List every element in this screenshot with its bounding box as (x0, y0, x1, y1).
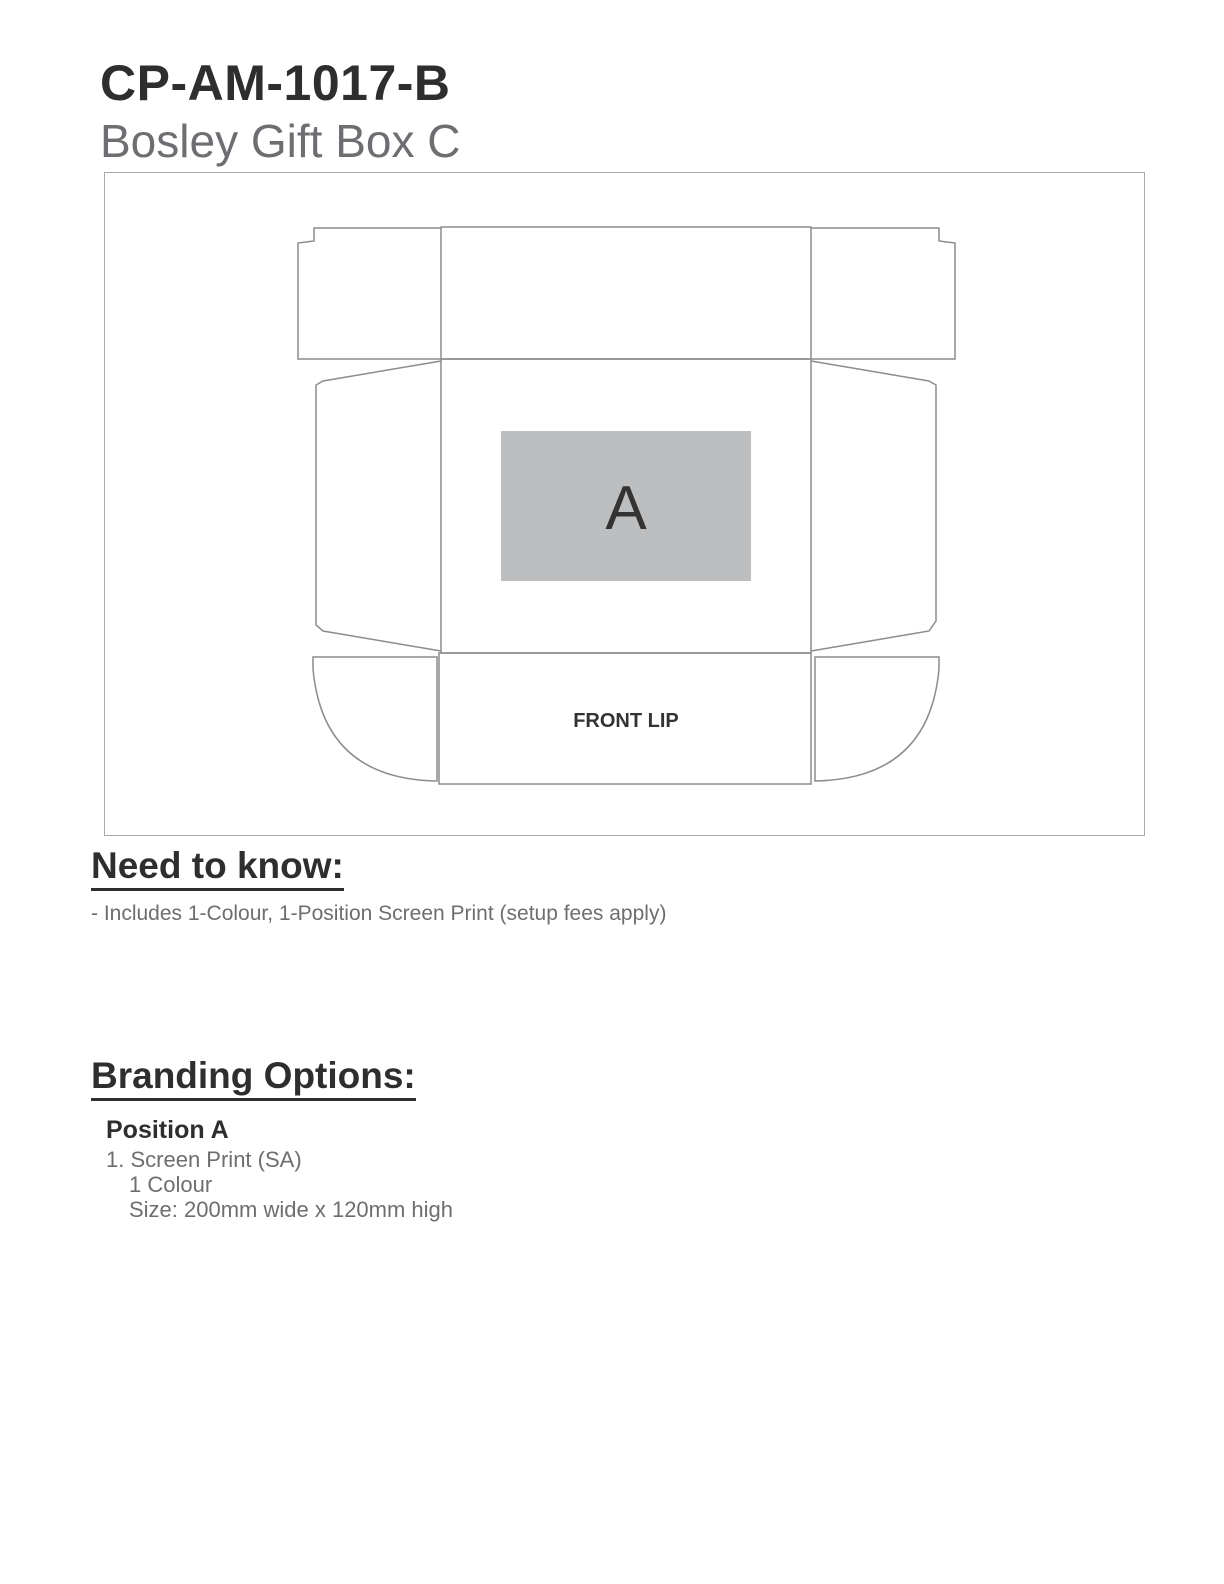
left-top-flap (298, 228, 441, 359)
need-to-know-heading: Need to know: (91, 847, 344, 891)
box-dieline (105, 173, 1146, 837)
option-colours: 1 Colour (129, 1172, 213, 1197)
position-title: Position A (106, 1116, 229, 1144)
right-top-flap (811, 228, 955, 359)
right-side-panel (811, 361, 936, 651)
lid-panel (441, 227, 811, 359)
branding-options-heading: Branding Options: (91, 1057, 416, 1101)
need-to-know-note: - Includes 1-Colour, 1-Position Screen Print (setup fees apply) (91, 902, 667, 925)
option-method-line (106, 1147, 453, 1172)
print-area-label: A (605, 474, 647, 543)
product-code: CP-AM-1017-B (100, 55, 451, 111)
left-round-flap (313, 657, 437, 781)
option-number: 1. (106, 1147, 125, 1172)
option-size: Size: 200mm wide x 120mm high (129, 1197, 454, 1222)
product-name: Bosley Gift Box C (100, 115, 461, 167)
left-side-panel (316, 361, 441, 651)
right-round-flap (815, 657, 939, 781)
branding-option (106, 1147, 453, 1222)
front-lip-label: FRONT LIP (573, 710, 679, 732)
dieline-frame (104, 172, 1145, 836)
option-method: Screen Print (SA) (130, 1147, 302, 1172)
